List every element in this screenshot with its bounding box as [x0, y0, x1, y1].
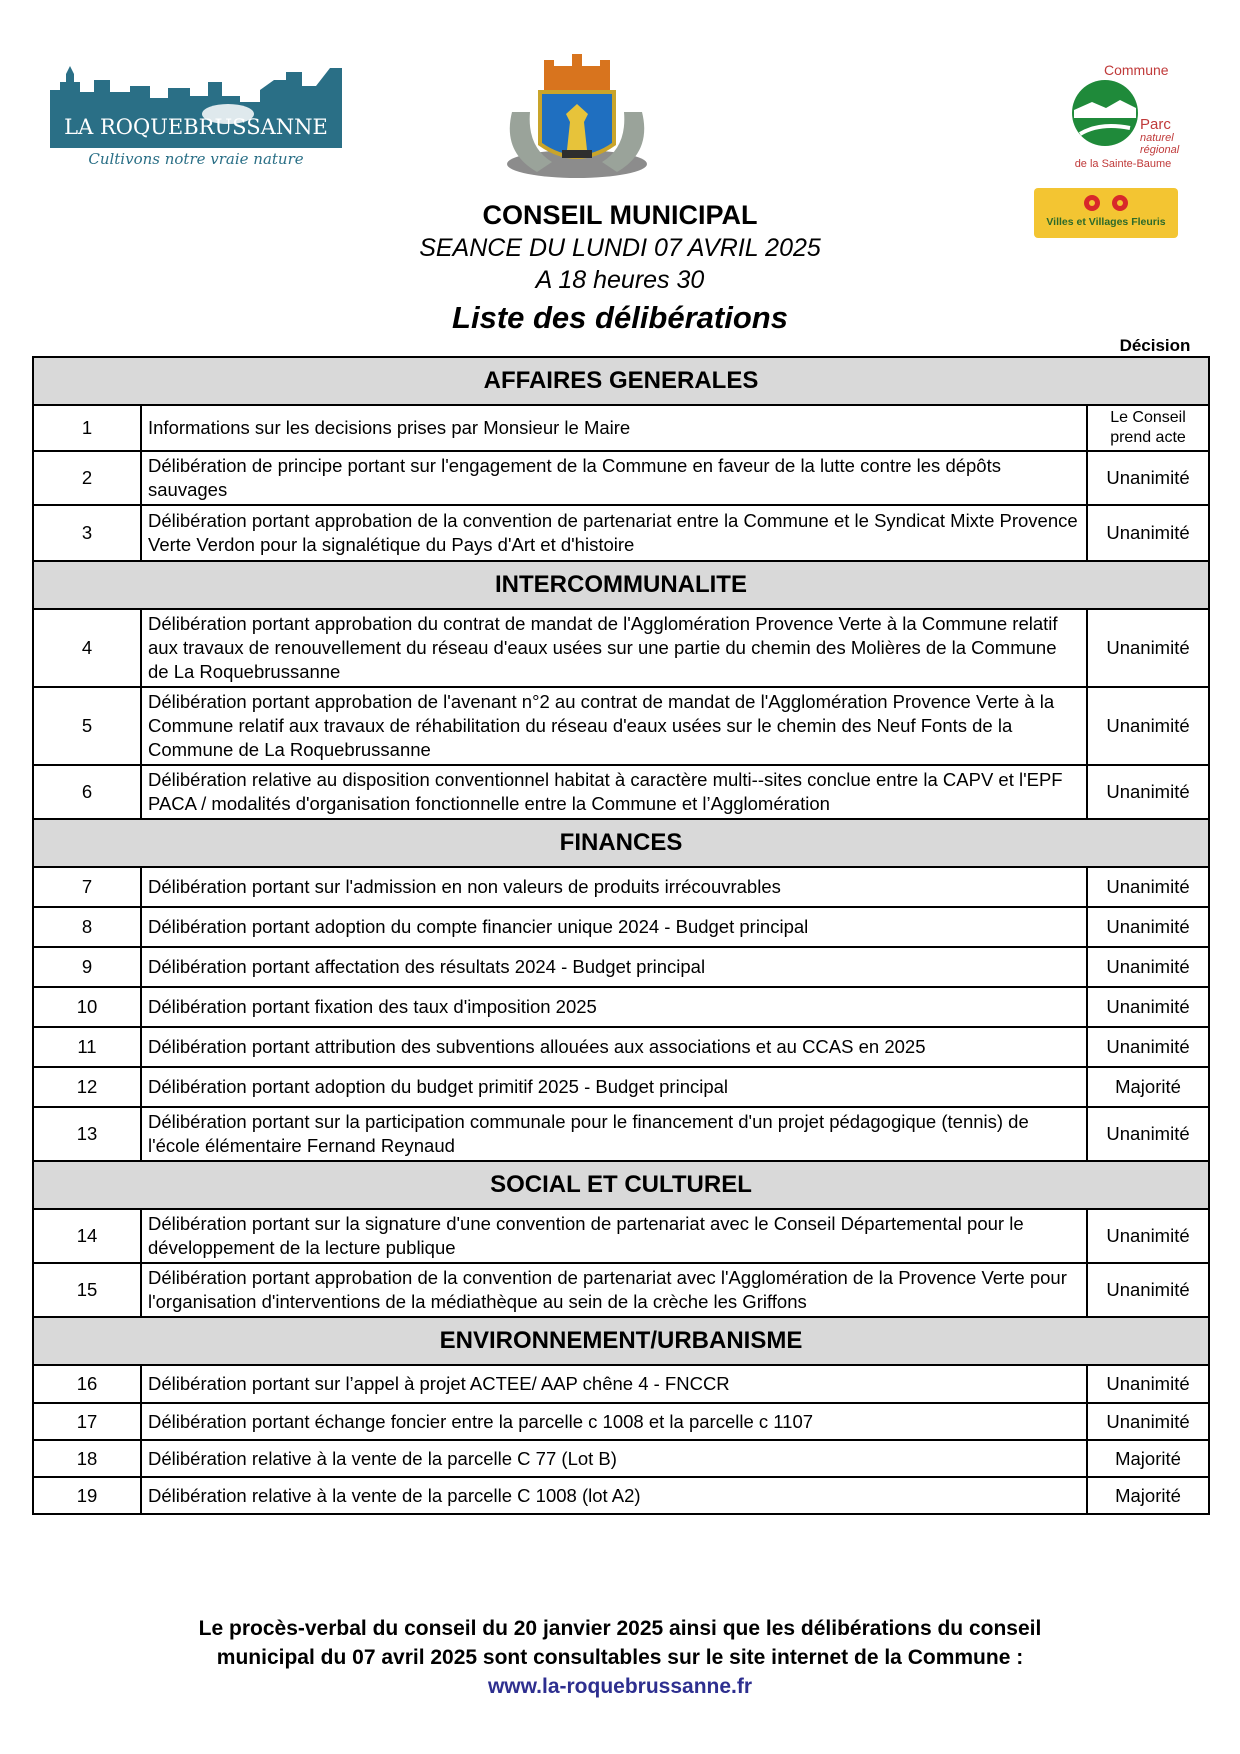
deliberation-text: Délibération portant approbation de la convention de partenariat entre la Commune et le Syndicat Mixte Provence Verte Verdon pour la signalétique du Pays d'Art et d'histoire: [141, 505, 1087, 561]
deliberation-text: Délibération portant approbation de la convention de partenariat avec l'Agglomération de la Provence Verte pour l'organisation d'interventions de la médiathèque au sein de la crèche les Griffons: [141, 1263, 1087, 1317]
footer-line-1: Le procès-verbal du conseil du 20 janvier 2025 ainsi que les délibérations du conseil: [198, 1617, 1042, 1640]
table-row: [33, 947, 1209, 987]
parc-emblem-icon: [1070, 78, 1140, 148]
villes-label: Villes et Villages Fleuris: [1046, 216, 1166, 228]
deliberation-number: 12: [33, 1067, 141, 1107]
deliberation-text: Délibération portant attribution des subventions allouées aux associations et au CCAS en 2025: [141, 1027, 1087, 1067]
decision-value: Unanimité: [1087, 609, 1209, 687]
website-link[interactable]: www.la-roquebrussanne.fr: [487, 1675, 753, 1698]
coat-of-arms: [492, 52, 662, 184]
parc-label: Parc: [1140, 116, 1171, 133]
deliberation-number: 14: [33, 1209, 141, 1263]
deliberation-number: 3: [33, 505, 141, 561]
decision-value: Unanimité: [1087, 987, 1209, 1027]
table-row: [33, 907, 1209, 947]
section-header: [33, 561, 1209, 609]
deliberation-number: 2: [33, 451, 141, 505]
parc-naturel-logo: [1068, 62, 1178, 174]
deliberation-number: 8: [33, 907, 141, 947]
decision-value: Unanimité: [1087, 1365, 1209, 1403]
section-title: INTERCOMMUNALITE: [33, 561, 1209, 609]
conseil-title: CONSEIL MUNICIPAL: [482, 200, 758, 230]
deliberation-number: 11: [33, 1027, 141, 1067]
deliberation-number: 17: [33, 1403, 141, 1440]
decision-value: Unanimité: [1087, 687, 1209, 765]
deliberation-text: Délibération portant sur la participation communale pour le financement d'un projet pédagogique (tennis) de l'école élémentaire Fernand Reynaud: [141, 1107, 1087, 1161]
deliberation-number: 4: [33, 609, 141, 687]
deliberation-text: Délibération de principe portant sur l'engagement de la Commune en faveur de la lutte contre les dépôts sauvages: [141, 451, 1087, 505]
deliberation-number: 1: [33, 405, 141, 451]
table-row: [33, 1403, 1209, 1440]
section-title: SOCIAL ET CULTUREL: [33, 1161, 1209, 1209]
table-row: [33, 1440, 1209, 1477]
deliberation-number: 10: [33, 987, 141, 1027]
crest-icon: [492, 52, 662, 184]
deliberation-text: Délibération portant échange foncier entre la parcelle c 1008 et la parcelle c 1107: [141, 1403, 1087, 1440]
section-title: AFFAIRES GENERALES: [33, 357, 1209, 405]
liste-title: Liste des délibérations: [452, 300, 788, 335]
section-title: FINANCES: [33, 819, 1209, 867]
roquebrussanne-logo: [50, 62, 350, 172]
table-row: [33, 451, 1209, 505]
deliberation-text: Délibération relative au disposition conventionnel habitat à caractère multi--sites conclue entre la CAPV et l'EPF PACA / modalités d'organisation fonctionnelle entre la Commune et l’Agglomération: [141, 765, 1087, 819]
section-header: [33, 1317, 1209, 1365]
deliberation-number: 7: [33, 867, 141, 907]
table-row: [33, 405, 1209, 451]
decision-value: Unanimité: [1087, 1209, 1209, 1263]
section-title: ENVIRONNEMENT/URBANISME: [33, 1317, 1209, 1365]
decision-value: Unanimité: [1087, 1027, 1209, 1067]
deliberation-text: Délibération portant affectation des résultats 2024 - Budget principal: [141, 947, 1087, 987]
table-row: [33, 505, 1209, 561]
deliberation-text: Délibération portant sur la signature d'une convention de partenariat avec le Conseil Départemental pour le développement de la lecture publique: [141, 1209, 1087, 1263]
deliberation-text: Délibération portant sur l'admission en non valeurs de produits irrécouvrables: [141, 867, 1087, 907]
decision-value: Unanimité: [1087, 505, 1209, 561]
deliberation-number: 5: [33, 687, 141, 765]
section-header: [33, 1161, 1209, 1209]
decision-value: Majorité: [1087, 1067, 1209, 1107]
table-row: [33, 1209, 1209, 1263]
decision-value: Unanimité: [1087, 1403, 1209, 1440]
seance-date: SEANCE DU LUNDI 07 AVRIL 2025: [419, 234, 821, 262]
decision-column-header: Décision: [1119, 336, 1191, 355]
table-row: [33, 609, 1209, 687]
table-row: [33, 1067, 1209, 1107]
decision-value: Unanimité: [1087, 867, 1209, 907]
deliberation-number: 13: [33, 1107, 141, 1161]
deliberation-number: 18: [33, 1440, 141, 1477]
deliberation-text: Délibération relative à la vente de la parcelle C 1008 (lot A2): [141, 1477, 1087, 1514]
table-row: [33, 1365, 1209, 1403]
table-row: [33, 867, 1209, 907]
document-titles: [0, 198, 1240, 338]
decision-value: Majorité: [1087, 1440, 1209, 1477]
decision-value: Unanimité: [1087, 1263, 1209, 1317]
decision-value: Unanimité: [1087, 1107, 1209, 1161]
section-header: [33, 357, 1209, 405]
deliberation-text: Délibération portant fixation des taux d'imposition 2025: [141, 987, 1087, 1027]
deliberation-text: Délibération portant sur l’appel à projet ACTEE/ AAP chêne 4 - FNCCR: [141, 1365, 1087, 1403]
decision-value: Unanimité: [1087, 947, 1209, 987]
table-row: [33, 765, 1209, 819]
parc-sainte-baume: de la Sainte-Baume: [1074, 158, 1172, 170]
decision-value: Unanimité: [1087, 765, 1209, 819]
decision-value: Unanimité: [1087, 907, 1209, 947]
deliberation-number: 15: [33, 1263, 141, 1317]
deliberation-text: Délibération relative à la vente de la parcelle C 77 (Lot B): [141, 1440, 1087, 1477]
village-skyline-icon: [50, 62, 342, 148]
decision-value: Le Conseil prend acte: [1087, 405, 1209, 451]
deliberation-number: 16: [33, 1365, 141, 1403]
deliberation-text: Informations sur les decisions prises par Monsieur le Maire: [141, 405, 1087, 451]
table-row: [33, 987, 1209, 1027]
table-row: [33, 1263, 1209, 1317]
logo-name: LA ROQUEBRUSSANNE: [64, 115, 328, 139]
table-row: [33, 1027, 1209, 1067]
table-row: [33, 1477, 1209, 1514]
deliberations-table: [32, 356, 1210, 1515]
decision-value: Unanimité: [1087, 451, 1209, 505]
table-row: [33, 687, 1209, 765]
seance-heure: A 18 heures 30: [535, 266, 705, 294]
parc-subtitle: naturel régional: [1140, 132, 1180, 156]
deliberation-number: 6: [33, 765, 141, 819]
deliberation-number: 19: [33, 1477, 141, 1514]
footer-note: [60, 1614, 1180, 1701]
footer-line-2: municipal du 07 avril 2025 sont consultables sur le site internet de la Commune :: [216, 1646, 1024, 1669]
deliberation-text: Délibération portant approbation du contrat de mandat de l'Agglomération Provence Verte à la Commune relatif aux travaux de renouvellement du réseau d'eaux usées sur une partie du chemin des Molières de la Commune de La Roquebrussanne: [141, 609, 1087, 687]
deliberation-text: Délibération portant approbation de l'avenant n°2 au contrat de mandat de l'Agglomération Provence Verte à la Commune relatif aux travaux de réhabilitation du réseau d'eaux usées sur le chemin des Neuf Fonts de la Commune de La Roquebrussanne: [141, 687, 1087, 765]
table-row: [33, 1107, 1209, 1161]
logo-tagline: Cultivons notre vraie nature: [88, 150, 304, 168]
deliberation-text: Délibération portant adoption du budget primitif 2025 - Budget principal: [141, 1067, 1087, 1107]
decision-value: Majorité: [1087, 1477, 1209, 1514]
deliberation-text: Délibération portant adoption du compte financier unique 2024 - Budget principal: [141, 907, 1087, 947]
parc-commune-label: Commune: [1104, 62, 1169, 78]
section-header: [33, 819, 1209, 867]
deliberation-number: 9: [33, 947, 141, 987]
